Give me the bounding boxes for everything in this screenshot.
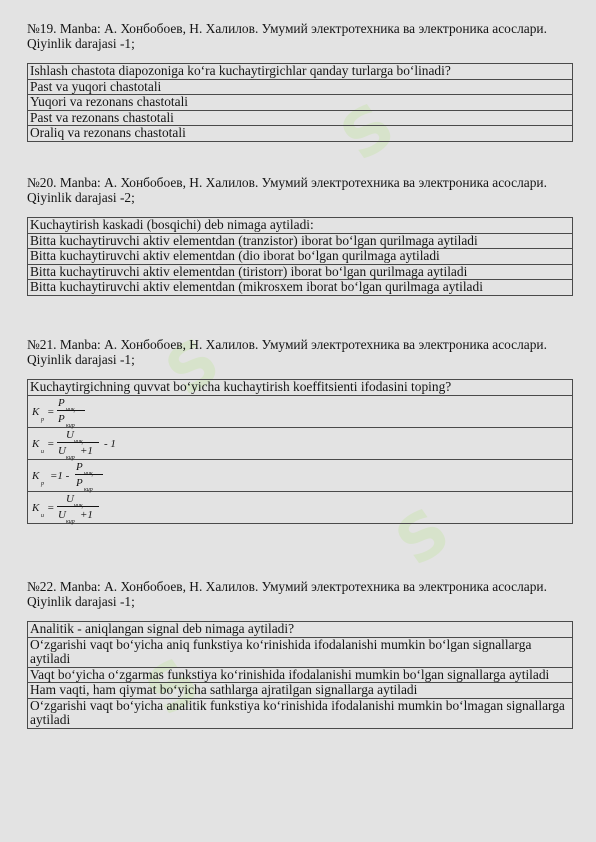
formula-numerator: P <box>58 397 65 409</box>
formula-subscript: u <box>41 513 44 519</box>
formula-subscript: кир <box>66 519 75 525</box>
answer-option: Oraliq va rezonans chastotali <box>28 126 573 142</box>
formula-operator: = <box>47 438 55 450</box>
question-text: Kuchaytirgichning quvvat bo‘yicha kuchaytirish koeffitsienti ifodasini toping? <box>28 380 573 396</box>
question-table <box>27 63 573 142</box>
formula-term: +1 <box>80 445 93 457</box>
question-table <box>27 621 573 732</box>
formula-term: +1 <box>80 509 93 521</box>
formula-operator: = <box>47 502 55 514</box>
question-text: Kuchaytirish kaskadi (bosqichi) deb nimaga aytiladi: <box>28 218 573 234</box>
question-table <box>27 217 573 296</box>
formula-subscript: чиқ <box>66 407 75 413</box>
formula-subscript: кир <box>84 487 93 493</box>
watermark-logo: S <box>133 642 215 732</box>
question-difficulty: Qiyinlik darajasi -2; <box>27 189 135 205</box>
formula-subscript: кир <box>66 423 75 429</box>
formula-subscript: p <box>41 417 44 423</box>
question-block-22 <box>27 579 573 732</box>
answer-option: Ham vaqti, ham qiymat bo‘yicha sathlarga ajratilgan signallarga aytiladi <box>28 683 573 699</box>
formula-term: - 1 <box>104 438 116 450</box>
answer-formula <box>28 459 573 491</box>
question-block-19 <box>27 22 573 176</box>
question-source: №22. Manba: А. Хонбобоев, Н. Халилов. Умумий электротехника ва электроника асослари. <box>27 579 547 594</box>
formula-symbol: K <box>32 502 40 514</box>
formula-symbol: K <box>32 438 40 450</box>
formula-numerator: P <box>76 461 83 473</box>
formula-numerator: U <box>66 429 74 441</box>
formula-operator: = <box>47 406 55 418</box>
formula-numerator: U <box>66 493 74 505</box>
formula-operator: =1 - <box>50 470 70 482</box>
question-source: №19. Manba: А. Хонбобоев, Н. Халилов. Умумий электротехника ва электроника асослари. <box>27 21 547 36</box>
document-body <box>27 21 573 732</box>
formula-denominator: U <box>58 445 66 457</box>
answer-option: Bitta kuchaytiruvchi aktiv elementdan (tiristorr) iborat bo‘lgan qurilmaga aytiladi <box>28 264 573 280</box>
formula-symbol: K <box>32 406 40 418</box>
question-difficulty: Qiyinlik darajasi -1; <box>27 593 135 609</box>
answer-option: Past va yuqori chastotali <box>28 79 573 95</box>
formula-subscript: чиқ <box>74 503 83 509</box>
question-text: Ishlash chastota diapozoniga ko‘ra kuchaytirgichlar qanday turlarga bo‘linadi? <box>28 64 573 80</box>
answer-option: Vaqt bo‘yicha o‘zgarmas funkstiya ko‘rinishida ifodalanishi mumkin bo‘lgan signallarga aytiladi <box>28 667 573 683</box>
answer-option: O‘zgarishi vaqt bo‘yicha analitik funkstiya ko‘rinishida ifodalanishi mumkin bo‘lmagan signallarga aytiladi <box>28 698 573 728</box>
answer-option: O‘zgarishi vaqt bo‘yicha aniq funkstiya ko‘rinishida ifodalanishi mumkin bo‘lgan signallarga aytiladi <box>28 637 573 667</box>
question-table <box>27 379 573 524</box>
answer-formula <box>28 427 573 459</box>
formula-subscript: u <box>41 449 44 455</box>
watermark-logo: S <box>153 322 235 412</box>
answer-formula <box>28 395 573 427</box>
formula-denominator: P <box>76 477 83 489</box>
question-block-21 <box>27 338 573 580</box>
formula-denominator: U <box>58 509 66 521</box>
formula-denominator: P <box>58 413 65 425</box>
formula-symbol: K <box>32 470 40 482</box>
question-source: №20. Manba: А. Хонбобоев, Н. Халилов. Умумий электротехника ва электроника асослари. <box>27 175 547 190</box>
formula-subscript: чиқ <box>74 439 83 445</box>
question-text: Analitik - aniqlangan signal deb nimaga aytiladi? <box>28 622 573 638</box>
watermark-logo: S <box>328 87 410 177</box>
answer-option: Bitta kuchaytiruvchi aktiv elementdan (mikrosxem iborat bo‘lgan qurilmaga aytiladi <box>28 280 573 296</box>
answer-option: Yuqori va rezonans chastotali <box>28 95 573 111</box>
answer-option: Past va rezonans chastotali <box>28 110 573 126</box>
formula-subscript: p <box>41 481 44 487</box>
formula-subscript: чиқ <box>84 471 93 477</box>
answer-option: Bitta kuchaytiruvchi aktiv elementdan (tranzistor) iborat bo‘lgan qurilmaga aytiladi <box>28 233 573 249</box>
formula-subscript: кир <box>66 455 75 461</box>
question-block-20 <box>27 176 573 338</box>
answer-formula <box>28 491 573 523</box>
question-difficulty: Qiyinlik darajasi -1; <box>27 351 135 367</box>
question-source: №21. Manba: А. Хонбобоев, Н. Халилов. Умумий электротехника ва электроника асослари. <box>27 337 547 352</box>
question-difficulty: Qiyinlik darajasi -1; <box>27 35 135 51</box>
watermark-logo: S <box>383 492 465 582</box>
answer-option: Bitta kuchaytiruvchi aktiv elementdan (dio iborat bo‘lgan qurilmaga aytiladi <box>28 249 573 265</box>
